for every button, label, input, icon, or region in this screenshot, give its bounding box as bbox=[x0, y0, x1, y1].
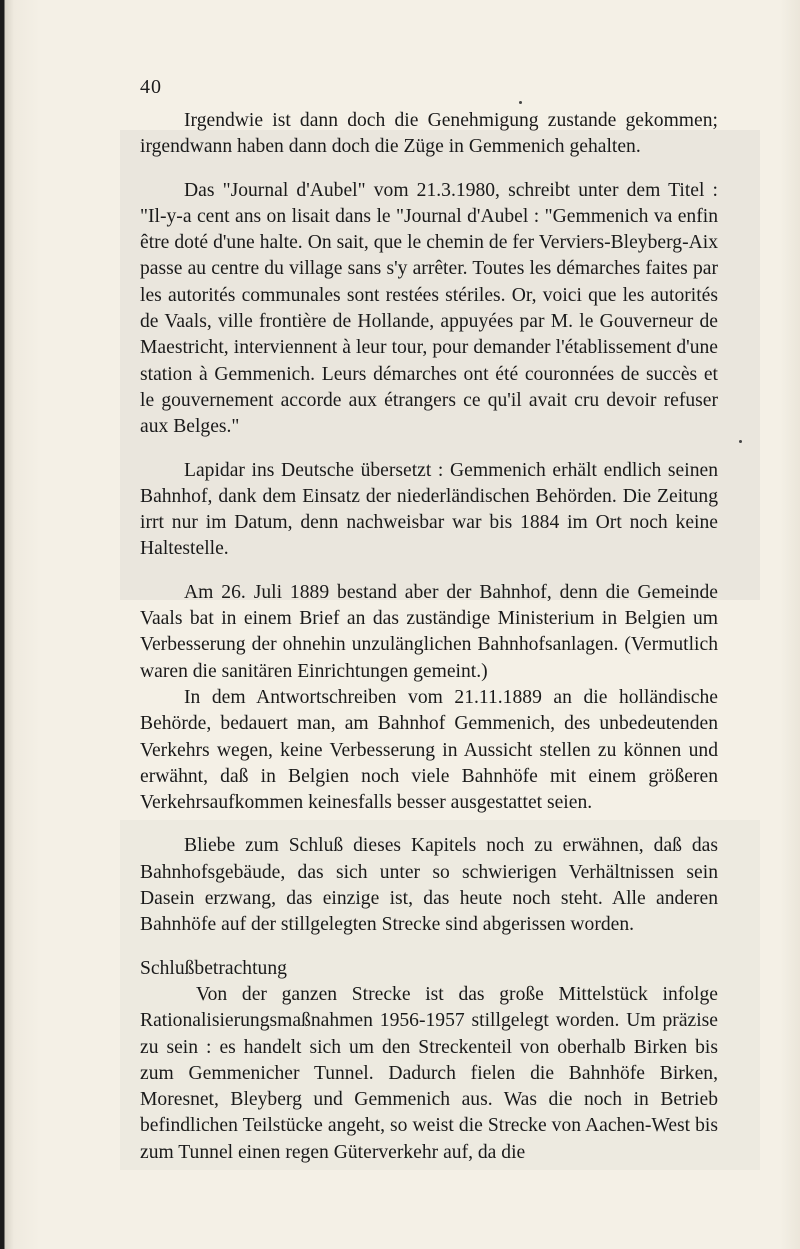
paragraph: In dem Antwortschreiben vom 21.11.1889 an die holländische Behörde, bedauert man, am Bahnhof Gemmenich, des unbedeutenden Verkehrs wegen, keine Verbesserung in Aussicht stellen zu können und erwähnt, daß in Belgien noch viele Bahnhöfe mit einem größeren Verkehrsaufkommen keinesfalls besser ausgestattet seien. bbox=[140, 686, 718, 814]
page-number: 40 bbox=[140, 76, 162, 98]
print-speck bbox=[519, 101, 522, 104]
section-heading: Schlußbetrachtung bbox=[140, 957, 287, 979]
print-speck bbox=[739, 440, 742, 443]
paragraph: Das "Journal d'Aubel" vom 21.3.1980, schreibt unter dem Titel : "Il-y-a cent ans on lisait dans le "Journal d'Aubel : "Gemmenich va enfin être doté d'une halte. On sait, que le chemin de fer Verviers-Bleyberg-Aix passe au centre du village sans s'y arrêter. Toutes les démarches faites par les autorités communales sont restées stériles. Or, voici que les autorités de Vaals, ville frontière de Hollande, appuyées par M. le Gouverneur de Maestricht, interviennent à leur tour, pour demander l'établissement d'une station à Gemmenich. Leurs démarches ont été couronnées de succès et le gouvernement accorde aux étrangers ce qu'il avait cru devoir refuser aux Belges." bbox=[140, 179, 718, 438]
paragraph: Lapidar ins Deutsche übersetzt : Gemmenich erhält endlich seinen Bahnhof, dank dem Einsatz der niederländischen Behörden. Die Zeitung irrt nur im Datum, denn nachweisbar war bis 1884 im Ort noch keine Haltestelle. bbox=[140, 459, 718, 560]
paragraph: Am 26. Juli 1889 bestand aber der Bahnhof, denn die Gemeinde Vaals bat in einem Brief an das zuständige Ministerium in Belgien um Verbesserung der ohnehin unzulänglichen Bahnhofsanlagen. (Vermutlich waren die sanitären Einrichtungen gemeint.) bbox=[140, 581, 718, 682]
paragraph: Von der ganzen Strecke ist das große Mittelstück infolge Rationalisierungsmaßnahmen 1956-1957 stillgelegt worden. Um präzise zu sein : es handelt sich um den Streckenteil von oberhalb Birken bis zum Gemmenicher Tunnel. Dadurch fielen die Bahnhöfe Birken, Moresnet, Bleyberg und Gemmenich aus. Was die noch in Betrieb befindlichen Teilstücke angeht, so weist die Strecke von Aachen-West bis zum Tunnel einen regen Güterverkehr auf, da die bbox=[140, 983, 718, 1163]
paragraph: Irgendwie ist dann doch die Genehmigung zustande gekommen; irgendwann haben dann doch die Züge in Gemmenich gehalten. bbox=[140, 110, 718, 158]
body-text bbox=[140, 108, 718, 1166]
paragraph: Bliebe zum Schluß dieses Kapitels noch zu erwähnen, daß das Bahnhofsgebäude, das sich unter so schwierigen Verhältnissen sein Dasein erzwang, das einzige ist, das heute noch steht. Alle anderen Bahnhöfe auf der stillgelegten Strecke sind abgerissen worden. bbox=[140, 835, 718, 936]
